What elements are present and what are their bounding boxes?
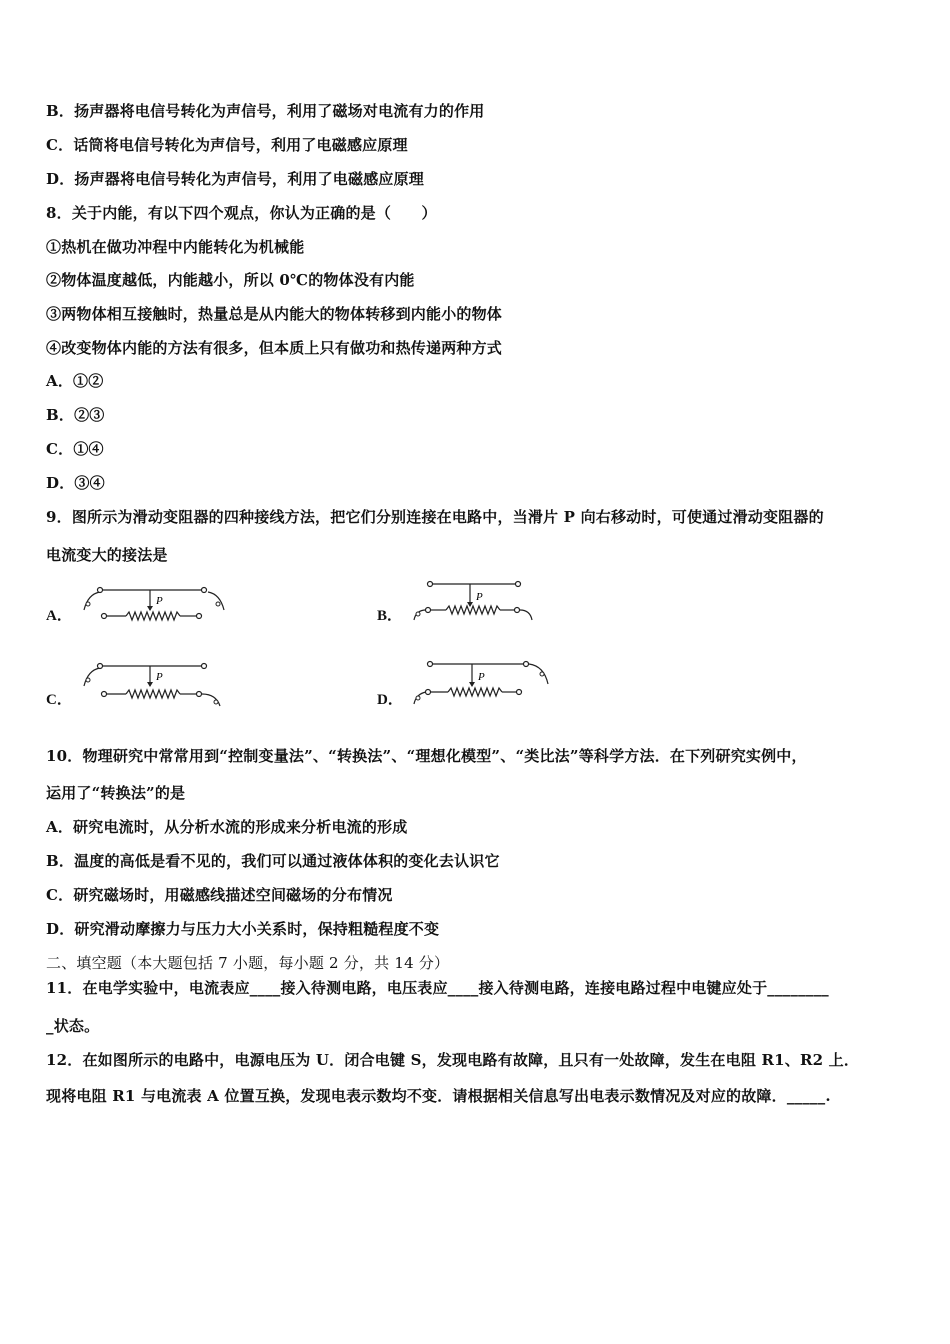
q10-option-c: C．研究磁场时，用磁感线描述空间磁场的分布情况 xyxy=(46,886,393,904)
q8-option-a: A．①② xyxy=(46,372,104,390)
slider-p-label: P xyxy=(476,591,483,603)
q8-option-d: D．③④ xyxy=(46,474,105,492)
q7-option-c: C．话筒将电信号转化为声信号，利用了电磁感应原理 xyxy=(46,136,408,154)
q10-option-d: D．研究滑动摩擦力与压力大小关系时，保持粗糙程度不变 xyxy=(46,920,440,938)
q8-stem: 8．关于内能，有以下四个观点，你认为正确的是（ ） xyxy=(46,204,437,222)
q7-option-b: B．扬声器将电信号转化为声信号，利用了磁场对电流有力的作用 xyxy=(46,102,485,120)
q7-option-d: D．扬声器将电信号转化为声信号，利用了电磁感应原理 xyxy=(46,170,425,188)
q8-statement-1: ①热机在做功冲程中内能转化为机械能 xyxy=(46,238,305,256)
rheostat-diagram-d xyxy=(408,652,554,710)
slider-p-label: P xyxy=(156,671,163,683)
q9-stem-line2: 电流变大的接法是 xyxy=(46,546,168,564)
q10-option-b: B．温度的高低是看不见的，我们可以通过液体体积的变化去认识它 xyxy=(46,852,500,870)
q10-option-a: A．研究电流时，从分析水流的形成来分析电流的形成 xyxy=(46,818,408,836)
q10-stem-line1: 10．物理研究中常常用到“控制变量法”、“转换法”、“理想化模型”、“类比法”等科学方法．在下列研究实例中， xyxy=(46,747,807,765)
q11-line1: 11．在电学实验中，电流表应____接入待测电路，电压表应____接入待测电路，连接电路过程中电键应处于________ xyxy=(46,979,829,997)
rheostat-diagram-a xyxy=(78,580,230,630)
q9-option-b-label: B． xyxy=(377,608,403,624)
rheostat-diagram-c xyxy=(78,656,230,712)
slider-p-label: P xyxy=(478,671,485,683)
q9-stem-line1: 9．图所示为滑动变阻器的四种接线方法，把它们分别连接在电路中，当滑片 P 向右移动时，可使通过滑动变阻器的 xyxy=(46,508,824,526)
section-title-fill-in: 二、填空题（本大题包括 7 小题，每小题 2 分，共 14 分） xyxy=(46,954,450,972)
q11-line2: _状态。 xyxy=(46,1017,100,1035)
q8-statement-2: ②物体温度越低，内能越小，所以 0℃的物体没有内能 xyxy=(46,271,415,289)
q8-statement-3: ③两物体相互接触时，热量总是从内能大的物体转移到内能小的物体 xyxy=(46,305,503,323)
q8-option-b: B．②③ xyxy=(46,406,105,424)
q9-option-d-label: D． xyxy=(377,692,403,708)
q8-statement-4: ④改变物体内能的方法有很多，但本质上只有做功和热传递两种方式 xyxy=(46,339,503,357)
q12-line2: 现将电阻 R1 与电流表 A 位置互换，发现电表示数均不变．请根据相关信息写出电表示数情况及对应的故障．_____. xyxy=(46,1087,831,1105)
q12-line1: 12．在如图所示的电路中，电源电压为 U．闭合电键 S，发现电路有故障，且只有一处故障，发生在电阻 R1、R2 上． xyxy=(46,1051,860,1069)
q9-option-a-label: A． xyxy=(46,608,72,624)
rheostat-diagram-b xyxy=(408,574,538,626)
slider-p-label: P xyxy=(156,595,163,607)
q9-option-c-label: C． xyxy=(46,692,72,708)
q8-option-c: C．①④ xyxy=(46,440,104,458)
q10-stem-line2: 运用了“转换法”的是 xyxy=(46,784,186,802)
